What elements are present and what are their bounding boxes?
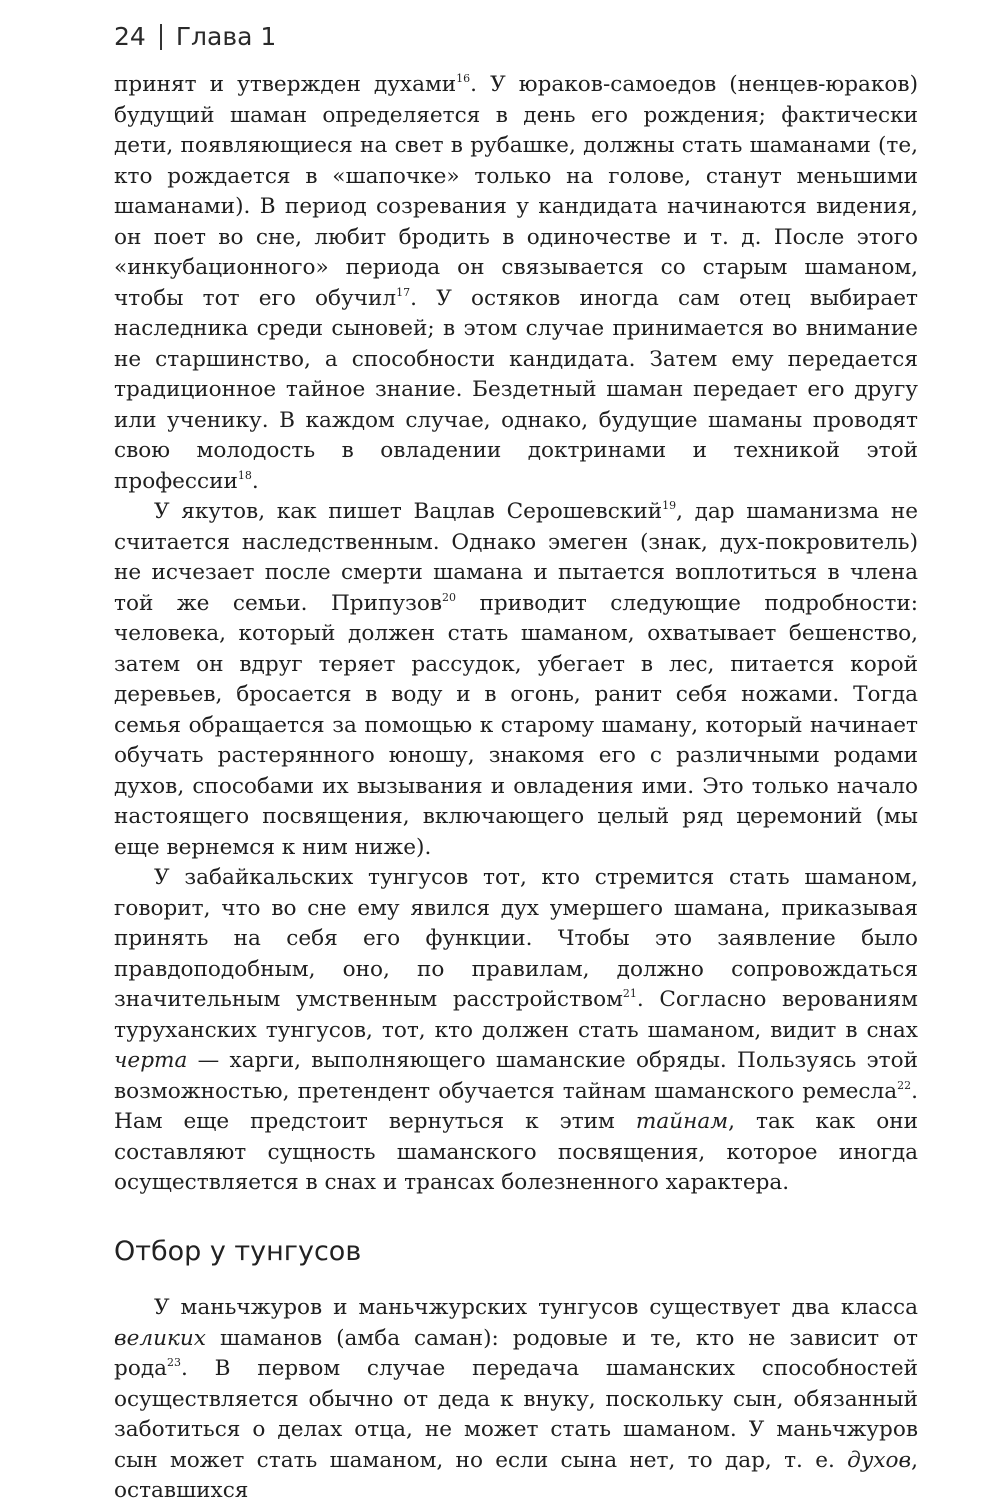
paragraph [114,1293,918,1507]
text-run: . У юраков-самоедов (ненцев-юраков) будущий шаман определяется в день его рождения; фактически дети, появляющиеся на свет в рубашке, должны стать шаманами (те, кто рождается в «шапочке» только на голове, станут меньшими шаманами). В период созревания у кандидата начинаются видения, он поет во сне, любит бродить в одиночестве и т. д. После этого «инкубационного» периода он связывается со старым шаманом, чтобы тот его обучил [114,72,918,311]
text-run: . Нам еще предстоит вернуться к этим [114,1078,918,1134]
text-run: У забайкальских тунгусов тот, кто стремится стать шаманом, говорит, что во сне ему явился дух умершего шамана, приказывая принять на себя его функции. Чтобы это заявление было правдоподобным, оно, по правилам, должно сопровождаться значительным умственным расстройством [114,865,918,1012]
chapter-title: Глава 1 [175,22,277,51]
text-run: шаманов (амба саман): родовые и те, кто не зависит от рода [114,1325,918,1381]
footnote-marker: 18 [237,468,252,482]
text-run: — харги, выполняющего шаманские обряды. Пользуясь этой возможностью, претендент обучается тайнам шаманского ремесла [114,1048,918,1104]
text-run: , так как они составляют сущность шаманского посвящения, которое иногда осуществляется в снах и трансах болезненного характера. [114,1109,918,1195]
text-run: . У остяков иногда сам отец выбирает наследника среди сыновей; в этом случае принимается во внимание не старшинство, а способности кандидата. Затем ему передается традиционное тайное знание. Бездетный шаман передает его другу или ученику. В каждом случае, однако, будущие шаманы проводят свою молодость в овладении доктринами и техникой этой профессии [114,285,918,494]
text-run: У якутов, как пишет Вацлав Серошевский [154,499,663,524]
italic-text: черта [114,1048,188,1073]
header-separator [160,24,162,50]
text-run: . В первом случае передача шаманских способностей осуществляется обычно от деда к внуку, поскольку сын, обязанный заботиться о делах отца, не может стать шаманом. У маньчжуров сын может стать шаманом, но если сына нет, то дар, т. е. [114,1356,918,1473]
text-run: . [251,468,259,494]
footnote-marker: 19 [662,499,677,512]
page-number: 24 [114,22,146,51]
paragraphs-section [114,1293,918,1507]
text-run: У маньчжуров и маньчжурских тунгусов существует два класса [154,1295,918,1320]
running-head [114,22,276,51]
paragraph [114,70,918,497]
paragraphs-top [114,70,918,1199]
text-run: принят и утвержден духами [114,72,457,97]
footnote-marker: 21 [622,987,637,1000]
main-text [114,70,918,1507]
italic-text: тайнам [635,1109,729,1134]
footnote-marker: 23 [167,1356,181,1369]
italic-text: духов [847,1447,912,1473]
paragraph [114,863,918,1199]
footnote-marker: 17 [396,285,411,299]
footnote-marker: 22 [897,1078,912,1092]
italic-text: великих [114,1325,206,1351]
paragraph [114,497,918,863]
text-run: , оставшихся [114,1447,918,1503]
section-heading: Отбор у тунгусов [114,1235,362,1267]
footnote-marker: 16 [456,72,471,85]
text-run: . Согласно верованиям туруханских тунгусов, тот, кто должен стать шаманом, видит в снах [114,987,918,1043]
text-run: , дар шаманизма не считается наследственным. Однако эмеген (знак, дух-покровитель) не исчезает после смерти шамана и пытается воплотиться в члена той же семьи. Припузов [114,499,918,616]
text-run: приводит следующие подробности: человека, который должен стать шаманом, охватывает бешенство, затем он вдруг теряет рассудок, убегает в лес, питается корой деревьев, бросается в воду и в огонь, ранит себя ножами. Тогда семья обращается за помощью к старому шаману, который начинает обучать растерянного юношу, знакомя его с различными родами духов, способами их вызывания и овладения ими. Это только начало настоящего посвящения, включающего целый ряд церемоний (мы еще вернемся к ним ниже). [114,590,918,860]
footnote-marker: 20 [442,590,457,604]
